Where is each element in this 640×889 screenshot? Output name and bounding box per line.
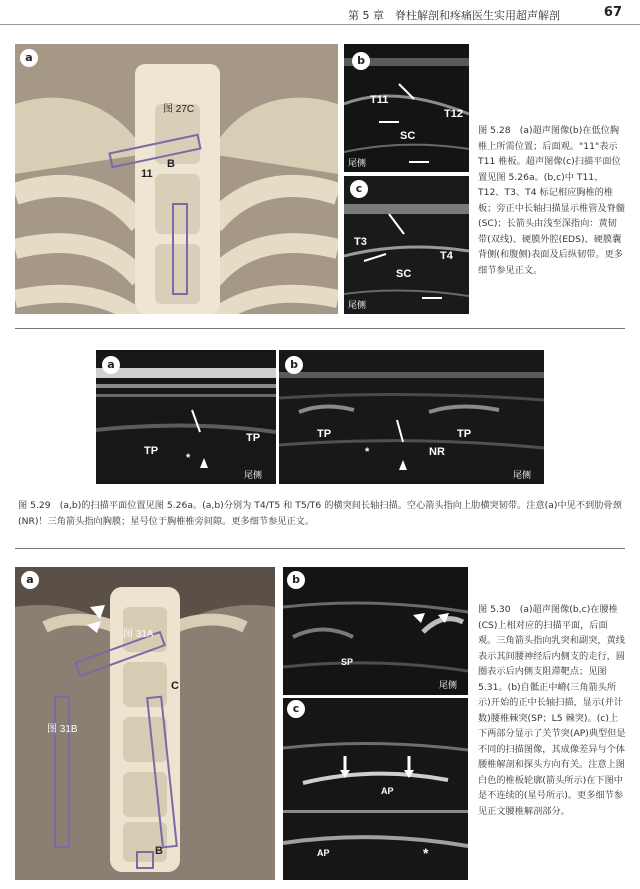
fig528-c-caudal: 尾侧 xyxy=(348,300,367,310)
fig528-photo-a xyxy=(15,44,338,314)
fig530-a-label-31a: 图 31A xyxy=(123,629,154,640)
fig528-b-tag: b xyxy=(352,52,370,70)
fig530-c-ap-bottom: AP xyxy=(317,848,330,858)
header-divider xyxy=(0,24,640,25)
fig530-a-label-31b: 图 31B xyxy=(47,724,78,735)
fig530-a-tag: a xyxy=(21,571,39,589)
chapter-title: 第 5 章 脊柱解剖和疼痛医生实用超声解剖 xyxy=(348,9,560,22)
fig530-photo-a xyxy=(15,567,275,880)
fig528-b-t11: T11 xyxy=(370,94,389,106)
fig530-ultrasound-c xyxy=(283,698,468,880)
page-number: 67 xyxy=(603,5,622,20)
fig529-a-tp-right: TP xyxy=(246,432,261,444)
fig529-b-caudal: 尾侧 xyxy=(513,470,532,480)
thoracic-spine-model-illustration xyxy=(15,44,338,314)
fig530-b-tag: b xyxy=(287,571,305,589)
fig530-b-caudal: 尾侧 xyxy=(439,680,458,690)
fig528-b-t12: T12 xyxy=(444,108,463,120)
fig529-a-tag: a xyxy=(102,356,120,374)
fig529-a-star: * xyxy=(186,452,191,464)
fig528-a-label-27c: 图 27C xyxy=(163,104,195,115)
fig530-c-tag: c xyxy=(287,700,305,718)
fig529-ultrasound-a xyxy=(96,350,276,484)
fig528-ultrasound-b xyxy=(344,44,469,172)
section-divider-2 xyxy=(15,548,625,549)
fig528-c-t3: T3 xyxy=(354,236,367,248)
fig530-caption: 图 5.30 (a)超声图像(b,c)在腰椎(CS)上相对应的扫描平面，后面观。三角箭头指向乳突和副突，黄线表示其间腰神经后内侧支的走行，圆圈表示后内侧支阻滞靶点；见图 5.31。(b)自骶正中嵴(三角箭头所示)开始的正中长轴扫描，显示(并计数)腰椎棘突(SP；L5 棘突)。(c)上下两部分显示了关节突(AP)典型但是不同的扫描图像，其成像差异与个体腰椎解剖和探头方向有关。注意上图白色的椎板轮廓(箭头所示)在下图中是不连续的(星号所示)。更多细节参见正文腰椎解剖部分。 xyxy=(478,604,626,817)
fig528-a-label-11: 11 xyxy=(141,168,153,180)
fig528-b-caudal: 尾侧 xyxy=(348,158,367,168)
fig528-c-sc: SC xyxy=(396,268,412,280)
fig529-b-tp-right: TP xyxy=(457,428,472,440)
fig528-ultrasound-c xyxy=(344,176,469,314)
ultrasound-b-texture-529 xyxy=(279,350,544,484)
fig529-a-caudal: 尾侧 xyxy=(244,470,263,480)
section-divider-1 xyxy=(15,328,625,329)
fig528-caption: 图 5.28 (a)超声图像(b)在低位胸椎上所需位置；后面观。"11"表示 T11 椎板。超声图像(c)扫描平面位置见图 5.26a。(b,c)中 T11、T12、T3、T4 标记相应胸椎的椎板；旁正中长轴扫描显示椎管及脊髓(SC)；长箭头由浅至深指向：黄韧带(双线)、硬膜外腔(EDS)、硬膜囊背侧(和腹侧)表面及后纵韧带。更多细节参见正文。 xyxy=(478,125,625,276)
fig530-c-star: * xyxy=(423,845,429,861)
fig529-caption: 图 5.29 (a,b)的扫描平面位置见图 5.26a。(a,b)分别为 T4/T5 和 T5/T6 的横突间长轴扫描。空心箭头指向上肋横突韧带。注意(a)中见不到肋骨颈(NR)！三角箭头指向胸膜；星号位于胸椎椎旁间隙。更多细节参见正文。 xyxy=(18,500,622,527)
fig529-b-star: * xyxy=(365,446,370,458)
fig528-b-sc: SC xyxy=(400,130,416,142)
fig529-a-tp-left: TP xyxy=(144,445,159,457)
fig529-b-tag: b xyxy=(285,356,303,374)
fig529-b-nr: NR xyxy=(429,446,445,458)
fig528-a-label-b: B xyxy=(167,158,175,170)
fig530-ultrasound-b xyxy=(283,567,468,695)
fig530-a-label-b: B xyxy=(155,845,163,857)
ultrasound-b-texture-530 xyxy=(283,567,468,695)
fig529-b-tp-left: TP xyxy=(317,428,332,440)
fig530-a-label-c: C xyxy=(171,680,179,692)
fig530-b-sp: SP xyxy=(341,657,354,667)
ultrasound-c-texture-530 xyxy=(283,698,468,880)
fig528-c-tag: c xyxy=(350,180,368,198)
fig528-a-tag: a xyxy=(20,49,38,67)
fig530-c-ap-top: AP xyxy=(381,786,394,796)
fig529-ultrasound-b xyxy=(279,350,544,484)
fig528-c-t4: T4 xyxy=(440,250,453,262)
